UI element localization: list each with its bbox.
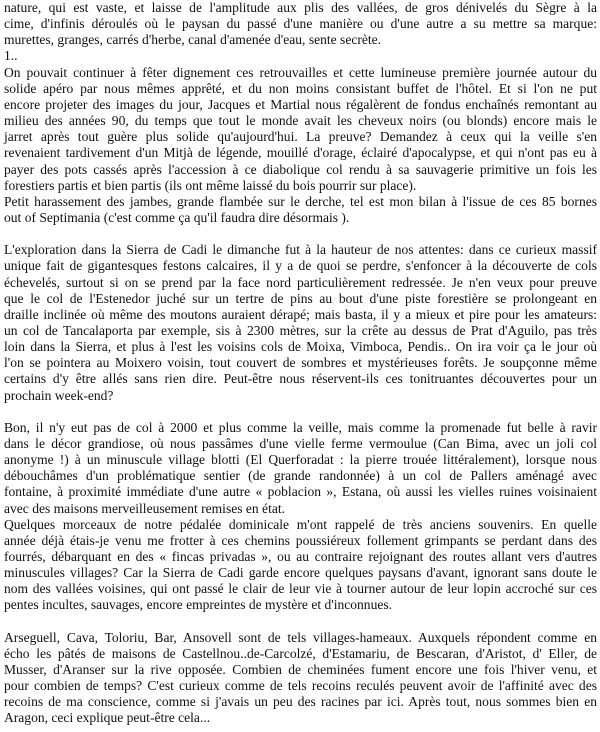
text-line: fontaine, à proximité immédiate d'une autre « poblacion », Estana, où aussi les vielles ruines voisinaient — [4, 484, 597, 500]
text-line: Musser, d'Aranser sur la rive opposée. Combien de cheminées fument encore une fois l'hiver venu, et — [4, 661, 597, 677]
text-line: unique fait de gigantesques festons calcaires, il y a de quoi se perdre, s'enfoncer à la découverte de cols — [4, 258, 597, 274]
paragraph — [4, 517, 597, 614]
paragraph-gap — [4, 404, 597, 420]
text-line: Arseguell, Cava, Toloriu, Bar, Ansovell sont de tels villages-hameaux. Auxquels répondent comme en — [4, 629, 597, 645]
paragraph-gap — [4, 614, 597, 630]
text-line: débouchâmes d'un problématique sentier (de grande randonnée) à un col de Pallers aménagé avec — [4, 468, 597, 484]
text-line: solide apéro par nous mêmes apprêté, et du non moins consistant buffet de l'hôtel. Et si l'on ne put — [4, 80, 597, 96]
text-line: pentes incultes, sauvages, encore empreintes de mystère et d'inconnues. — [4, 597, 393, 613]
paragraph — [4, 242, 597, 404]
text-line: nature, qui est vaste, et laisse de l'amplitude aux plis des vallées, de gros dénivelés du Sègre à la — [4, 0, 597, 15]
paragraph — [4, 0, 597, 48]
text-line: année déjà étais-je venu me frotter à ces chemins poussiéreux follement grimpants se perdant dans des — [4, 532, 597, 548]
text-line: anonyme !) à un minuscule village blotti (El Querforadat : la pierre trouée littéralement), lorsque nous — [4, 452, 597, 468]
text-line: out of Septimania (c'est comme ça qu'il faudra dire désormais ). — [4, 210, 350, 226]
paragraph — [4, 420, 597, 517]
text-line: revenaient tardivement d'un Mitjà de légende, mouillé d'orage, éclairé d'apocalypse, et qui n'ont pas eu à — [4, 145, 597, 161]
text-line: murettes, granges, carrés d'herbe, canal d'amenée d'eau, sente secrète. — [4, 32, 382, 48]
paragraph — [4, 65, 597, 194]
text-line: forestiers partis et bien partis (ils ont même laissé du bois pourrir sur place). — [4, 177, 417, 193]
text-line: un col de Tancalaporta par exemple, sis à 2300 mètres, sur la crête au dessus de Prat d'Aguilo, pas très — [4, 322, 597, 338]
text-line: encore projeter des images du jour, Jacques et Martial nous régalèrent de fondus enchaînés remontant au — [4, 96, 597, 112]
text-line: dans le décor grandiose, où nous passâmes d'une vielle ferme vermoulue (Can Bima, avec un joli col — [4, 435, 597, 451]
paragraph — [4, 48, 597, 64]
text-line: avec des maisons merveilleusement remises en état. — [4, 500, 285, 516]
text-line: minuscules villages? Car la Sierra de Cadi garde encore quelques paysans d'avant, ignorant sans doute le — [4, 565, 597, 581]
text-line: recoins de ma conscience, comme si j'avais un peu des racines par ici. Après tout, nous sommes bien en — [4, 694, 597, 710]
text-line: draille inclinée où même des moutons auraient dérapé; mais basta, il y a mieux et pire pour les amateurs: — [4, 306, 597, 322]
text-line: payer des pots cassés après l'accession à ce diabolique col rendu à sa sauvagerie primitive un fois les — [4, 161, 597, 177]
text-line: écho les pâtés de maisons de Castellnou..de-Carcolzé, d'Estamariu, de Bescaran, d'Aristot, d' Eller, de — [4, 645, 597, 661]
text-line: Aragon, ceci explique peut-être cela... — [4, 710, 211, 726]
text-line: échevelés, surtout si on se prend par la face nord particulièrement redressée. Je n'en veux pour preuve — [4, 274, 597, 290]
text-line: Bon, il n'y eut pas de col à 2000 et plus comme la veille, mais comme la promenade fut belle à ravir — [4, 419, 597, 435]
paragraph — [4, 630, 597, 727]
text-line: que le col de l'Estenedor juché sur un tertre de pins au bout d'une piste forestière se prolongeant en — [4, 290, 597, 306]
text-line: loin dans la Sierra, et plus à l'est les voisins cols de Moixa, Vimboca, Pendis.. On ira voir ça le jour où — [4, 339, 597, 355]
paragraph-gap — [4, 226, 597, 242]
text-line: nom des vallées voisines, qui ont passé le clair de leur vie à tourner autour de leur lopin accroché sur ces — [4, 581, 597, 597]
text-line: milieu des années 90, du temps que tout le monde avait les cheveux noirs (ou blonds) encore mais le — [4, 113, 597, 129]
text-line: L'exploration dans la Sierra de Cadi le dimanche fut à la hauteur de nos attentes: dans ce curieux massif — [4, 242, 597, 258]
text-line: certains d'y être allés sans rien dire. Peut-être nous réservent-ils ces tonitruantes découvertes pour un — [4, 371, 597, 387]
text-line: pour combien de temps? C'est curieux comme de tels recoins reculés peuvent avoir de l'affinité avec des — [4, 678, 597, 694]
text-line: jarret après tout guère plus solide qu'aujourd'hui. La preuve? Demandez à ceux qui la veille s'en — [4, 129, 597, 145]
paragraph — [4, 194, 597, 226]
text-line: prochain week-end? — [4, 387, 114, 403]
text-line: l'on se pointera au Moixero voisin, tout couvert de sombres et mystérieuses forêts. Je soupçonne même — [4, 355, 597, 371]
text-line: 1.. — [4, 48, 18, 64]
text-line: Quelques morceaux de notre pédalée dominicale m'ont rappelé de très anciens souvenirs. En quelle — [4, 516, 597, 532]
text-line: On pouvait continuer à fêter dignement ces retrouvailles et cette lumineuse première journée autour du — [4, 64, 597, 80]
text-line: cime, d'infinis déroulés où le paysan du passé d'une manière ou d'une autre a su mettre sa marque: — [4, 16, 597, 32]
text-line: fourrés, débarquant en des « fincas privadas », ou au contraire rejoignant des routes allant vers d'autres — [4, 549, 597, 564]
text-line: Petit harassement des jambes, grande flambée sur le derche, tel est mon bilan à l'issue de ces 85 bornes — [4, 193, 597, 209]
